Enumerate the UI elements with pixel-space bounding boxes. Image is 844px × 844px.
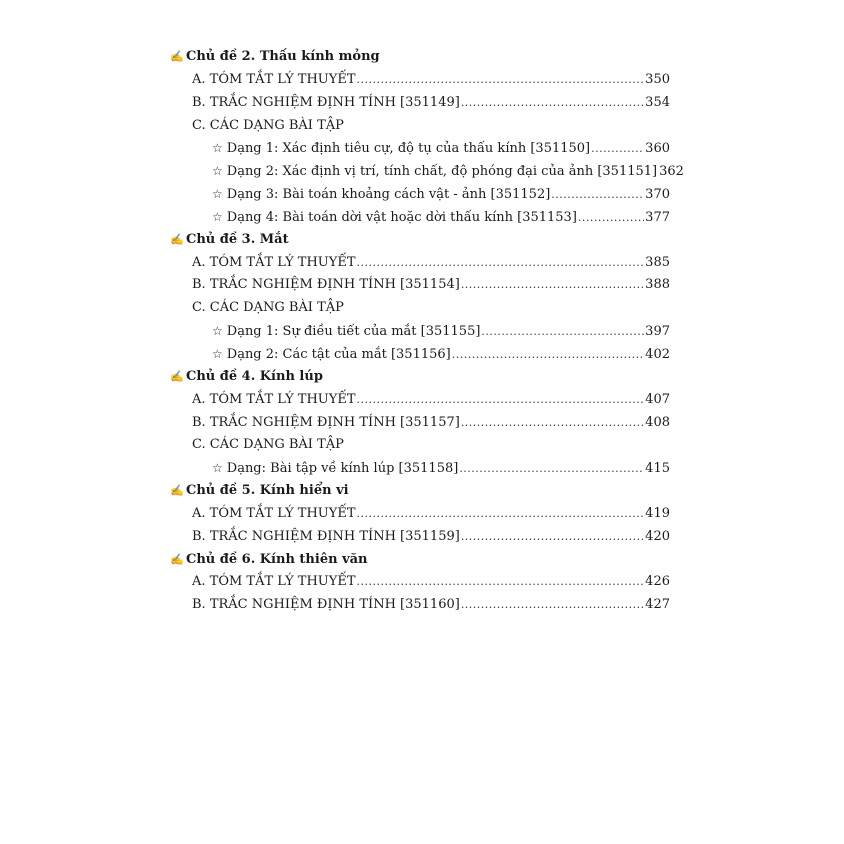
topic-heading-text: Chủ đề 6. Kính thiên văn <box>186 551 368 567</box>
dot-leader <box>357 571 645 594</box>
toc-entry <box>170 252 670 275</box>
dot-leader <box>461 594 644 617</box>
topic-heading <box>170 549 670 572</box>
dot-leader <box>461 526 644 549</box>
dot-leader <box>357 503 645 526</box>
dot-leader <box>452 344 644 367</box>
page-number: 385 <box>645 254 670 270</box>
dot-leader <box>459 458 644 481</box>
toc-entry <box>170 389 670 412</box>
entry-title: Dạng 2: Các tật của mắt [351156] <box>226 346 451 362</box>
page-number: 426 <box>645 574 670 590</box>
entry-title: A. TÓM TẮT LÝ THUYẾT <box>192 71 356 87</box>
entry-title: B. TRẮC NGHIỆM ĐỊNH TÍNH [351154] <box>192 277 460 293</box>
section-heading-text: C. CÁC DẠNG BÀI TẬP <box>192 300 344 316</box>
table-of-contents <box>170 46 684 617</box>
toc-subentry <box>170 183 670 206</box>
page-number: 388 <box>645 277 670 293</box>
toc-subentry <box>170 457 670 480</box>
page-number: 408 <box>645 414 670 430</box>
toc-entry <box>170 594 670 617</box>
toc-subentry <box>170 206 670 229</box>
page-number: 370 <box>645 187 670 203</box>
entry-title: A. TÓM TẮT LÝ THUYẾT <box>192 254 356 270</box>
writing-hand-icon: ✍ <box>170 50 184 63</box>
toc-entry <box>170 503 670 526</box>
topic-heading <box>170 366 670 389</box>
entry-title: A. TÓM TẮT LÝ THUYẾT <box>192 505 356 521</box>
topic-heading <box>170 480 670 503</box>
toc-subentry <box>170 137 670 160</box>
entry-title: Dạng 3: Bài toán khoảng cách vật - ảnh [351152] <box>226 187 551 203</box>
page-number: 377 <box>645 209 670 225</box>
dot-leader <box>357 252 645 275</box>
star-outline-icon: ☆ <box>212 324 223 339</box>
page-number: 362 <box>659 164 684 180</box>
star-outline-icon: ☆ <box>212 187 223 202</box>
dot-leader <box>551 184 644 207</box>
entry-title: Dạng 4: Bài toán dời vật hoặc dời thấu kính [351153] <box>226 209 577 225</box>
page-number: 415 <box>645 461 670 477</box>
section-heading-text: C. CÁC DẠNG BÀI TẬP <box>192 117 344 133</box>
page-number: 420 <box>645 528 670 544</box>
page-number: 427 <box>645 597 670 613</box>
dot-leader <box>461 92 644 115</box>
toc-entry <box>170 571 670 594</box>
star-outline-icon: ☆ <box>212 346 223 361</box>
section-heading <box>170 297 670 320</box>
page-number: 397 <box>645 324 670 340</box>
star-outline-icon: ☆ <box>212 461 223 476</box>
dot-leader <box>357 389 645 412</box>
page-number: 350 <box>645 71 670 87</box>
toc-subentry <box>170 320 670 343</box>
star-outline-icon: ☆ <box>212 209 223 224</box>
page-number: 354 <box>645 94 670 110</box>
dot-leader <box>481 321 644 344</box>
topic-heading-text: Chủ đề 5. Kính hiển vi <box>186 483 349 499</box>
topic-heading-text: Chủ đề 2. Thấu kính mỏng <box>186 49 380 64</box>
star-outline-icon: ☆ <box>212 164 223 179</box>
section-heading <box>170 434 670 457</box>
writing-hand-icon: ✍ <box>170 552 184 566</box>
section-heading <box>170 115 670 138</box>
entry-title: Dạng 1: Xác định tiêu cự, độ tụ của thấu kính [351150] <box>226 141 591 157</box>
topic-heading <box>170 229 670 252</box>
dot-leader <box>461 412 644 435</box>
entry-title: A. TÓM TẮT LÝ THUYẾT <box>192 391 356 407</box>
dot-leader <box>578 207 644 230</box>
entry-title: B. TRẮC NGHIỆM ĐỊNH TÍNH [351149] <box>192 94 460 110</box>
toc-subentry <box>170 160 684 183</box>
entry-title: Dạng 2: Xác định vị trí, tính chất, độ phóng đại của ảnh [351151] <box>226 164 658 180</box>
toc-entry <box>170 69 670 92</box>
writing-hand-icon: ✍ <box>170 369 184 383</box>
page-number: 407 <box>645 391 670 407</box>
topic-heading-text: Chủ đề 3. Mắt <box>186 231 289 247</box>
entry-title: B. TRẮC NGHIỆM ĐỊNH TÍNH [351160] <box>192 597 460 613</box>
dot-leader <box>461 274 644 297</box>
page-number: 402 <box>645 346 670 362</box>
entry-title: B. TRẮC NGHIỆM ĐỊNH TÍNH [351157] <box>192 414 460 430</box>
writing-hand-icon: ✍ <box>170 484 184 498</box>
toc-entry <box>170 412 670 435</box>
topic-heading <box>170 46 670 69</box>
section-heading-text: C. CÁC DẠNG BÀI TẬP <box>192 437 344 453</box>
entry-title: Dạng: Bài tập về kính lúp [351158] <box>226 461 459 477</box>
topic-heading-text: Chủ đề 4. Kính lúp <box>186 368 323 384</box>
dot-leader <box>591 138 644 161</box>
dot-leader <box>357 69 645 92</box>
page-number: 419 <box>645 505 670 521</box>
toc-entry <box>170 274 670 297</box>
entry-title: Dạng 1: Sự điều tiết của mắt [351155] <box>226 324 481 340</box>
toc-subentry <box>170 343 670 366</box>
entry-title: A. TÓM TẮT LÝ THUYẾT <box>192 574 356 590</box>
entry-title: B. TRẮC NGHIỆM ĐỊNH TÍNH [351159] <box>192 528 460 544</box>
page-number: 360 <box>645 141 670 157</box>
toc-entry <box>170 526 670 549</box>
star-outline-icon: ☆ <box>212 141 223 156</box>
writing-hand-icon: ✍ <box>170 232 184 246</box>
toc-entry <box>170 92 670 115</box>
